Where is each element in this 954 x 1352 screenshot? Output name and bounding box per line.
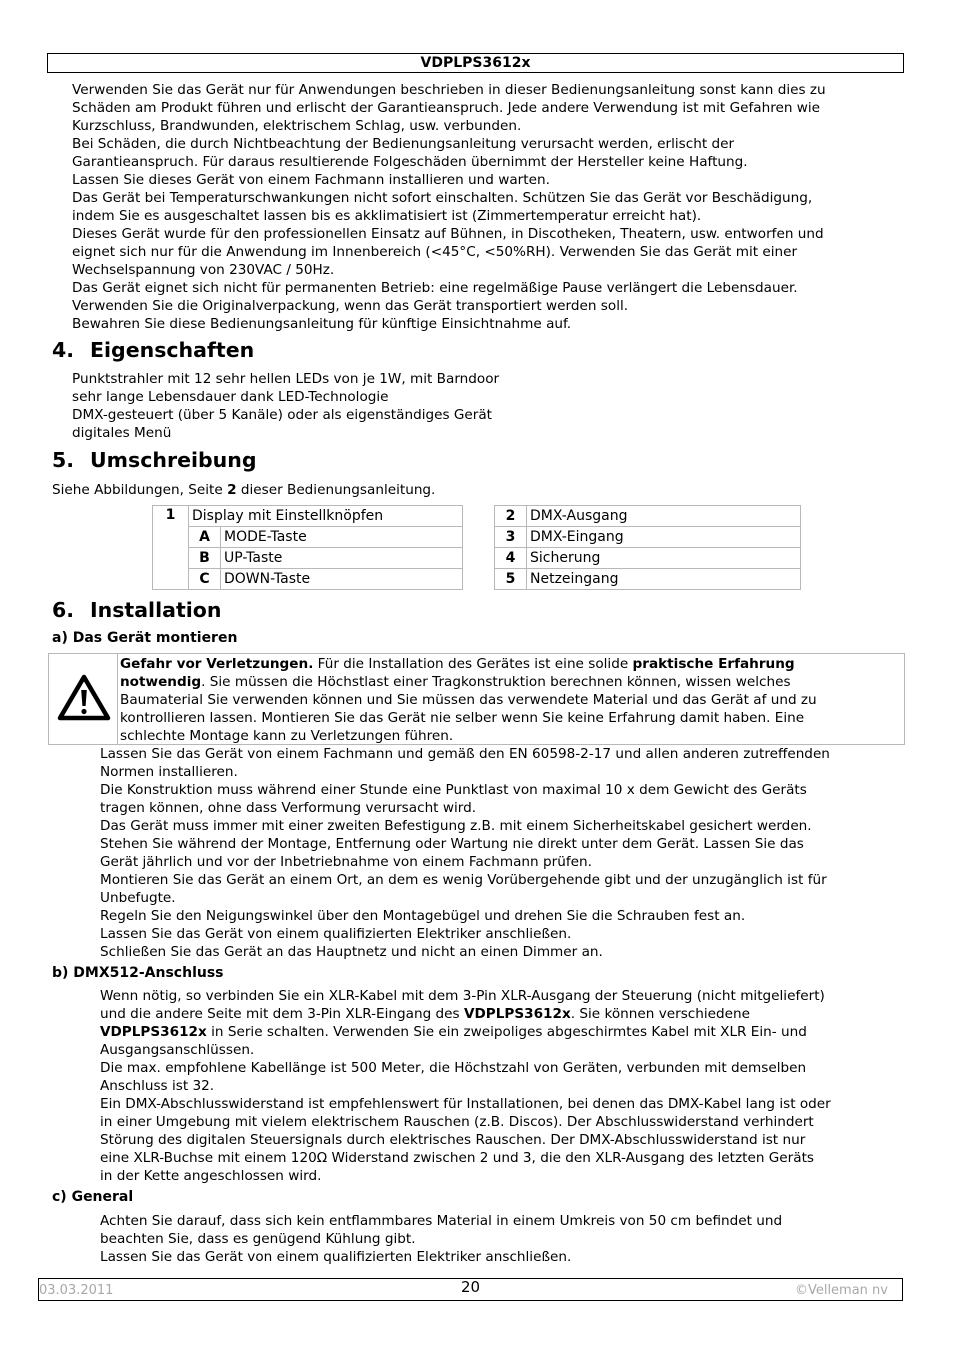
page-footer [38,1278,903,1301]
part-number: A [189,527,221,548]
part-label: DMX-Ausgang [527,506,801,527]
warning-line: schlechte Montage kann zu Verletzungen führen. [120,728,454,744]
part-number: 5 [495,569,527,590]
text-line: eine XLR-Buchse mit einem 120Ω Widerstand zwischen 2 und 3, die den XLR-Ausgang des letzten Geräts [100,1150,814,1166]
warning-line: kontrollieren lassen. Montieren Sie das Gerät nie selber wenn Sie keine Erfahrung damit haben. Eine [120,710,805,726]
text-line: Bewahren Sie diese Bedienungsanleitung für künftige Einsichtnahme auf. [72,316,572,332]
text-line: Normen installieren. [100,764,238,780]
model-name: VDPLPS3612x [100,1024,207,1040]
list-item: Punktstrahler mit 12 sehr hellen LEDs von je 1W, mit Barndoor [72,371,500,387]
section-number: 5. [52,448,75,472]
text-line: Regeln Sie den Neigungswinkel über den Montagebügel und drehen Sie die Schrauben fest an. [100,908,746,924]
model-name: VDPLPS3612x [463,1006,571,1022]
subsection-c-text [100,1212,782,1266]
section-5-intro [52,481,435,499]
section-number: 6. [52,598,75,622]
subsection-c-heading: c) General [52,1189,134,1205]
text-line: Unbefugte. [100,890,176,906]
text-line: Dieses Gerät wurde für den professionellen Einsatz auf Bühnen, in Discotheken, Theatern, usw. entworfen und [72,226,824,242]
warning-line: Baumaterial Sie verwenden können und Sie müssen das verwendete Material und das Gerät af und zu [120,692,817,708]
table-row [495,527,801,548]
text-line: Lassen Sie das Gerät von einem qualifizierten Elektriker anschließen. [100,926,572,942]
section-title: Umschreibung [90,448,257,472]
text-line: Die Konstruktion muss während einer Stunde eine Punktlast von maximal 10 x dem Gewicht des Geräts [100,782,807,798]
table-row [153,527,463,548]
table-row [153,548,463,569]
text-line: Ausgangsanschlüssen. [100,1042,255,1058]
section-4-list [72,370,499,442]
intro-text: dieser Bedienungsanleitung. [236,482,436,498]
list-item: DMX-gesteuert (über 5 Kanäle) oder als eigenständiges Gerät [72,407,493,423]
table-row [495,506,801,527]
parts-table-right [494,505,801,590]
text-line: Das Gerät muss immer mit einer zweiten Befestigung z.B. mit einem Sicherheitskabel gesichert werden. [100,818,812,834]
text-line: Das Gerät bei Temperaturschwankungen nicht sofort einschalten. Schützen Sie das Gerät vor Beschädigung, [72,190,813,206]
warning-triangle-icon [57,674,111,722]
text-line: Bei Schäden, die durch Nichtbeachtung der Bedienungsanleitung verursacht werden, erlischt der [72,136,735,152]
text-line: eignet sich nur für die Anwendung im Innenbereich (<45°C, <50%RH). Verwenden Sie das Gerät mit einer [72,244,798,260]
text-line: Lassen Sie dieses Gerät von einem Fachmann installieren und warten. [72,172,550,188]
text-line: Stehen Sie während der Montage, Entfernung oder Wartung nie direkt unter dem Gerät. Lassen Sie das [100,836,804,852]
intro-text [72,81,826,333]
text-line: in einer Umgebung mit vielem elektrischem Rauschen (z.B. Discos). Der Abschlusswiderstand verhindert [100,1114,814,1130]
part-label: DOWN-Taste [221,569,463,590]
text-line: Die max. empfohlene Kabellänge ist 500 Meter, die Höchstzahl von Geräten, verbunden mit demselben [100,1060,807,1076]
text-line: Störung des digitalen Steuersignals durch elektrisches Rauschen. Der DMX-Abschlusswiderstand ist nur [100,1132,806,1148]
section-4-heading [52,338,254,362]
part-number: 4 [495,548,527,569]
section-title: Eigenschaften [90,338,255,362]
header-title: VDPLPS3612x [420,55,531,71]
part-number: 2 [495,506,527,527]
text-fragment: und die andere Seite mit dem 3-Pin XLR-Eingang des [100,1006,464,1022]
part-label: Sicherung [527,548,801,569]
text-line: Gerät jährlich und vor der Inbetriebnahme von einem Fachmann prüfen. [100,854,592,870]
text-line: beachten Sie, dass es genügend Kühlung gibt. [100,1231,416,1247]
text-line: Verwenden Sie die Originalverpackung, wenn das Gerät transportiert werden soll. [72,298,629,314]
list-item: digitales Menü [72,425,172,441]
table-row [153,506,463,527]
warning-icon-cell [49,654,118,744]
table-row [153,569,463,590]
parts-table-left [152,505,463,590]
text-line: Wenn nötig, so verbinden Sie ein XLR-Kabel mit dem 3-Pin XLR-Ausgang der Steuerung (nicht mitgeliefert) [100,988,825,1004]
page-number: 20 [460,1278,481,1296]
part-label: MODE-Taste [221,527,463,548]
text-line: Garantieanspruch. Für daraus resultierende Folgeschäden übernimmt der Hersteller keine Haftung. [72,154,748,170]
text-line: indem Sie es ausgeschaltet lassen bis es akklimatisiert ist (Zimmertemperatur erreicht hat). [72,208,702,224]
table-row [495,548,801,569]
text-line: Schäden am Produkt führen und erlischt der Garantieanspruch. Jede andere Verwendung ist mit Gefahren wie [72,100,821,116]
subsection-a-text [100,745,830,961]
part-label: UP-Taste [221,548,463,569]
part-number: B [189,548,221,569]
footer-date: 03.03.2011 [39,1283,114,1298]
warning-body: . Sie müssen die Höchstlast einer Tragkonstruktion berechnen können, wissen welches [201,674,791,690]
part-number: C [189,569,221,590]
text-line: Das Gerät eignet sich nicht für permanenten Betrieb: eine regelmäßige Pause verlängert die Lebensdauer. [72,280,798,296]
section-5-heading [52,448,257,472]
list-item: sehr lange Lebensdauer dank LED-Technologie [72,389,389,405]
text-line: in der Kette angeschlossen wird. [100,1168,322,1184]
part-label: Display mit Einstellknöpfen [189,506,463,527]
part-number: 1 [153,506,189,590]
warning-body: Für die Installation des Gerätes ist eine solide [313,656,633,672]
footer-copyright: ©Velleman nv [794,1283,888,1298]
subsection-b-heading: b) DMX512-Anschluss [52,965,224,981]
text-line: Lassen Sie das Gerät von einem Fachmann und gemäß den EN 60598-2-17 und allen anderen zutreffenden [100,746,830,762]
text-line: tragen können, ohne dass Verformung verursacht wird. [100,800,477,816]
subsection-a-heading: a) Das Gerät montieren [52,630,238,646]
section-number: 4. [52,338,75,362]
warning-bold: notwendig [120,674,202,690]
section-title: Installation [90,598,222,622]
warning-text [120,655,817,745]
subsection-b-text [100,987,831,1185]
text-line: Lassen Sie das Gerät von einem qualifizierten Elektriker anschließen. [100,1249,572,1265]
table-row [495,569,801,590]
text-line: Montieren Sie das Gerät an einem Ort, an dem es wenig Vorübergehende gibt und der unzugänglich ist für [100,872,827,888]
text-line: Ein DMX-Abschlusswiderstand ist empfehlenswert für Installationen, bei denen das DMX-Kabel lang ist oder [100,1096,831,1112]
warning-bold: Gefahr vor Verletzungen. [120,656,314,672]
part-label: DMX-Eingang [527,527,801,548]
text-line: Achten Sie darauf, dass sich kein entflammbares Material in einem Umkreis von 50 cm befindet und [100,1213,783,1229]
text-line: Verwenden Sie das Gerät nur für Anwendungen beschrieben in dieser Bedienungsanleitung sonst kann dies zu [72,82,826,98]
text-line: Kurzschluss, Brandwunden, elektrischem Schlag, usw. verbunden. [72,118,522,134]
warning-bold: praktische Erfahrung [632,656,795,672]
section-6-heading [52,598,221,622]
part-number: 3 [495,527,527,548]
intro-text: Siehe Abbildungen, Seite [52,482,228,498]
page-ref: 2 [227,482,237,498]
text-line: Schließen Sie das Gerät an das Hauptnetz und nicht an einen Dimmer an. [100,944,603,960]
warning-box [48,653,905,745]
document-header [47,53,904,73]
text-line: Wechselspannung von 230VAC / 50Hz. [72,262,335,278]
text-fragment: in Serie schalten. Verwenden Sie ein zweipoliges abgeschirmtes Kabel mit XLR Ein- und [206,1024,807,1040]
text-line: Anschluss ist 32. [100,1078,215,1094]
part-label: Netzeingang [527,569,801,590]
text-fragment: . Sie können verschiedene [570,1006,750,1022]
